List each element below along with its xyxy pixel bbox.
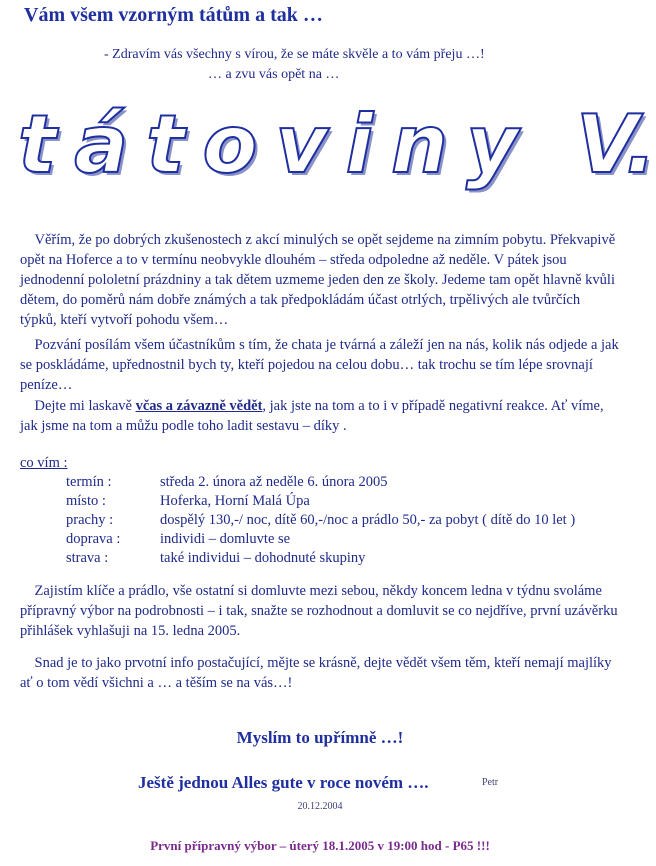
closing-line-1: Myslím to upřímně …! (236, 728, 404, 747)
document-date: 20.12.2004 (297, 801, 343, 812)
info-value: středa 2. února až neděle 6. února 2005 (160, 474, 388, 490)
info-value: individi – domluvte se (160, 531, 291, 547)
paragraph-invitation-text: Pozvání posílám všem účastníkům s tím, že chata je tvárná a záleží jen na nás, kolik nás odjede a jak se poskládáme, upřednostnil bych ty, kteří pojedou na celou dobu… tak trochu se tím lépe srovnají peníze… (20, 337, 619, 393)
paragraph-farewell (20, 653, 620, 693)
info-heading: co vím : (20, 455, 68, 471)
paragraph-farewell-text: Snad je to jako prvotní info postačující, mějte se krásně, dejte vědět všem těm, kteří nemají majlíky ať o tom vědí všichni a … a těším se na vás…! (20, 655, 612, 691)
info-row-strava (66, 550, 365, 567)
paragraph-rsvp-text-end: , jak jste na tom a to i v případě negativní reakce. Ať víme, jak jsme na tom a můžu podle toho ladit sestavu – díky . (20, 398, 604, 434)
info-row-doprava (66, 531, 290, 548)
event-title (18, 98, 656, 191)
signature: Petr (482, 777, 499, 788)
paragraph-intro-text: Věřím, že po dobrých zkušenostech z akcí minulých se opět sejdeme na zimním pobytu. Překvapivě opět na Hoferce a to v termínu neobvykle dlouhém – středa odpoledne až neděle. V pátek jsou jednodenní pololetní prázdniny a tak dětem uzmeme jeden den ze školy. Jedeme tam opět hlavně kvůli dětem, do poměrů nám dobře známých a tak předpokládám účast otrlých, trpělivých ale tvůrčích týpků, kteří vytvoří pohodu všem… (20, 232, 616, 328)
info-value: Hoferka, Horní Malá Úpa (160, 493, 310, 509)
info-value: také individui – dohodnuté skupiny (160, 550, 366, 566)
info-label: prachy : (66, 512, 114, 528)
rsvp-emphasis: včas a závazně vědět (135, 398, 263, 414)
paragraph-intro (20, 230, 620, 330)
paragraph-logistics (20, 581, 620, 641)
info-label: doprava : (66, 531, 121, 547)
paragraph-invitation (20, 335, 620, 395)
event-title-word: tátoviny (18, 98, 537, 191)
info-label: termín : (66, 474, 112, 490)
info-row-termin (66, 474, 387, 491)
document-heading: Vám všem vzorným tátům a tak … (24, 4, 323, 26)
info-row-prachy (66, 512, 575, 529)
closing-line-2: Ještě jednou Alles gute v roce novém …. (138, 773, 429, 792)
info-value: dospělý 130,-/ noc, dítě 60,-/noc a prádlo 50,- za pobyt ( dítě do 10 let ) (160, 512, 576, 528)
info-label: strava : (66, 550, 109, 566)
greeting-line-1: - Zdravím vás všechny s vírou, že se máte skvěle a to vám přeju …! (104, 47, 485, 62)
event-title-roman: V. (576, 98, 656, 191)
paragraph-rsvp (20, 396, 620, 436)
paragraph-logistics-text: Zajistím klíče a prádlo, vše ostatní si domluvte mezi sebou, někdy koncem ledna v týdnu svoláme přípravný výbor na podrobnosti – i tak, snažte se rozhodnout a domluvit se co nejdříve, první uzávěrku přihlášek vyhlašuji na 15. ledna 2005. (20, 583, 618, 639)
info-label: místo : (66, 493, 106, 509)
greeting-line-2: … a zvu vás opět na … (208, 67, 340, 82)
info-row-misto (66, 493, 310, 510)
footer-note: První přípravný výbor – úterý 18.1.2005 v 19:00 hod - P65 !!! (150, 838, 490, 853)
paragraph-rsvp-text-start: Dejte mi laskavě (34, 398, 136, 414)
